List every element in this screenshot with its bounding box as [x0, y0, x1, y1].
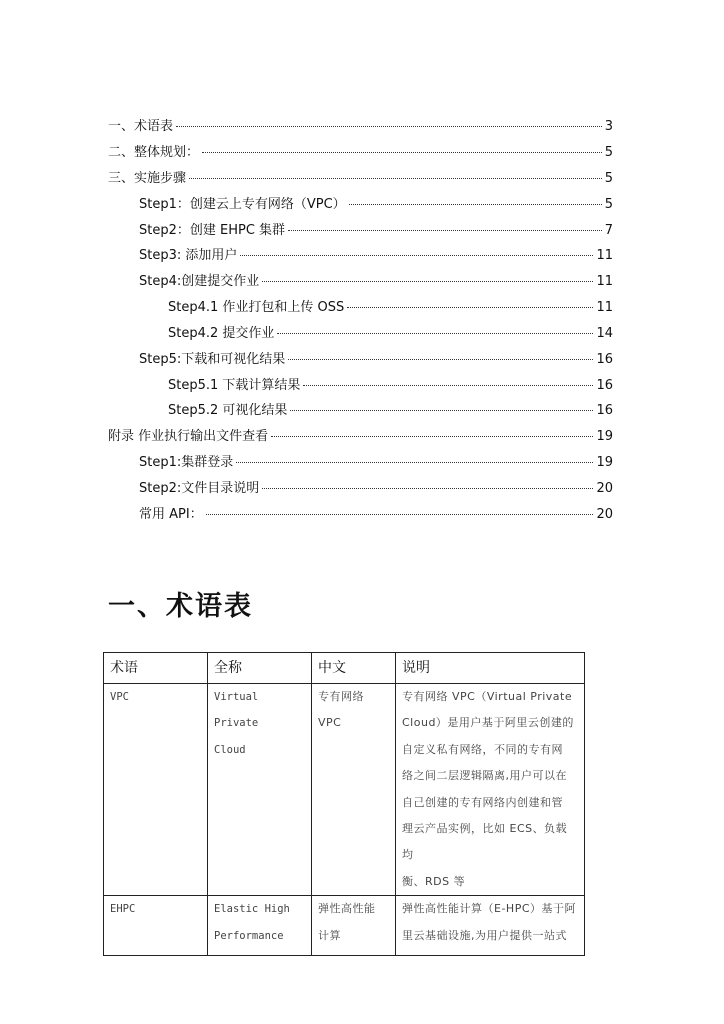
toc-entry[interactable]: [139, 506, 613, 524]
toc-entry-title: 二、整体规划：: [108, 145, 200, 160]
column-header-term: 术语: [104, 653, 208, 684]
toc-leader: [236, 462, 593, 463]
toc-leader: [290, 410, 593, 411]
toc-entry-page: 16: [596, 378, 613, 393]
cell-full-name: [208, 896, 312, 956]
chinese-text: 弹性高性能 计算: [318, 902, 376, 942]
term-text: EHPC: [110, 903, 136, 916]
toc-entry-page: 20: [596, 481, 613, 496]
cell-description: [396, 896, 585, 956]
toc-entry-page: 14: [596, 326, 613, 341]
toc-entry-title: Step2：创建 EHPC 集群: [139, 223, 286, 238]
cell-chinese: [312, 684, 396, 896]
toc-leader: [349, 204, 602, 205]
column-header-description: 说明: [396, 653, 585, 684]
toc-entry-page: 19: [596, 429, 613, 444]
toc-entry-title: Step1:集群登录: [139, 455, 234, 470]
description-text: 专有网络 VPC（Virtual Private Cloud）是用户基于阿里云创建的 自定义私有网络，不同的专有网 络之间二层逻辑隔离,用户可以在 自己创建的专有网络内创建和管 理云产品实例，比如 ECS、负载均 衡、RDS 等: [402, 690, 574, 888]
toc-leader: [189, 178, 602, 179]
toc-leader: [202, 152, 602, 153]
toc-entry-title: 常用 API：: [139, 507, 203, 522]
toc-entry-title: Step4.2 提交作业: [168, 326, 275, 341]
cell-description: [396, 684, 585, 896]
toc-entry-title: 三、实施步骤: [108, 171, 187, 186]
toc-entry-title: Step1：创建云上专有网络（VPC）: [139, 197, 346, 212]
cell-term: [104, 896, 208, 956]
toc-entry-title: 一、术语表: [108, 119, 174, 134]
chinese-text: 专有网络 VPC: [318, 690, 368, 730]
section-heading: 一、术语表: [108, 591, 253, 622]
toc-entry-page: 5: [604, 197, 613, 212]
toc-entry-title: 附录 作业执行输出文件查看: [108, 429, 269, 444]
term-text: VPC: [110, 691, 129, 703]
toc-entry[interactable]: [139, 222, 613, 240]
toc-entry-page: 3: [604, 119, 613, 134]
cell-chinese: [312, 896, 396, 956]
toc-leader: [303, 385, 593, 386]
toc-entry-title: Step4.1 作业打包和上传 OSS: [168, 300, 345, 315]
toc-entry-page: 11: [596, 274, 613, 289]
toc-entry[interactable]: [168, 299, 613, 317]
toc-leader: [288, 359, 593, 360]
toc-leader: [277, 333, 593, 334]
toc-entry-title: Step3: 添加用户: [139, 248, 238, 263]
toc-entry-page: 7: [604, 223, 613, 238]
toc-entry-page: 19: [596, 455, 613, 470]
toc-entry-page: 11: [596, 300, 613, 315]
toc-entry[interactable]: [108, 144, 613, 162]
toc-entry-page: 5: [604, 171, 613, 186]
glossary-table: [103, 652, 585, 956]
toc-leader: [262, 281, 593, 282]
toc-entry[interactable]: [139, 273, 613, 291]
toc-leader: [206, 514, 594, 515]
toc-entry[interactable]: [139, 351, 613, 369]
table-row: [104, 896, 585, 956]
table-header-row: [104, 653, 585, 684]
toc-leader: [271, 436, 593, 437]
toc-leader: [240, 255, 593, 256]
toc-entry[interactable]: [139, 247, 613, 265]
full-name-text: Virtual Private Cloud: [214, 691, 259, 756]
toc-entry[interactable]: [139, 480, 613, 498]
full-name-text: Elastic High Performance: [214, 903, 290, 942]
toc-entry-title: Step5.1 下载计算结果: [168, 378, 301, 393]
table-row: [104, 684, 585, 896]
toc-entry[interactable]: [108, 118, 613, 136]
toc-entry-title: Step4:创建提交作业: [139, 274, 260, 289]
toc-entry[interactable]: [108, 170, 613, 188]
column-header-full-name: 全称: [208, 653, 312, 684]
toc-leader: [262, 488, 593, 489]
toc-entry-page: 11: [596, 248, 613, 263]
cell-term: [104, 684, 208, 896]
toc-entry[interactable]: [168, 402, 613, 420]
toc-entry-page: 16: [596, 352, 613, 367]
toc-entry[interactable]: [139, 196, 613, 214]
toc-leader: [347, 307, 593, 308]
toc-leader: [288, 230, 602, 231]
toc-entry-title: Step5:下载和可视化结果: [139, 352, 286, 367]
toc-entry[interactable]: [139, 454, 613, 472]
toc-entry[interactable]: [108, 428, 613, 446]
toc-entry-page: 5: [604, 145, 613, 160]
toc-leader: [176, 126, 602, 127]
cell-full-name: [208, 684, 312, 896]
toc-entry-title: Step2:文件目录说明: [139, 481, 260, 496]
toc-entry-page: 20: [596, 507, 613, 522]
column-header-chinese: 中文: [312, 653, 396, 684]
toc-entry[interactable]: [168, 377, 613, 395]
toc-entry-page: 16: [596, 403, 613, 418]
toc-entry-title: Step5.2 可视化结果: [168, 403, 288, 418]
toc-entry[interactable]: [168, 325, 613, 343]
description-text: 弹性高性能计算（E-HPC）基于阿 里云基础设施,为用户提供一站式: [402, 902, 577, 942]
